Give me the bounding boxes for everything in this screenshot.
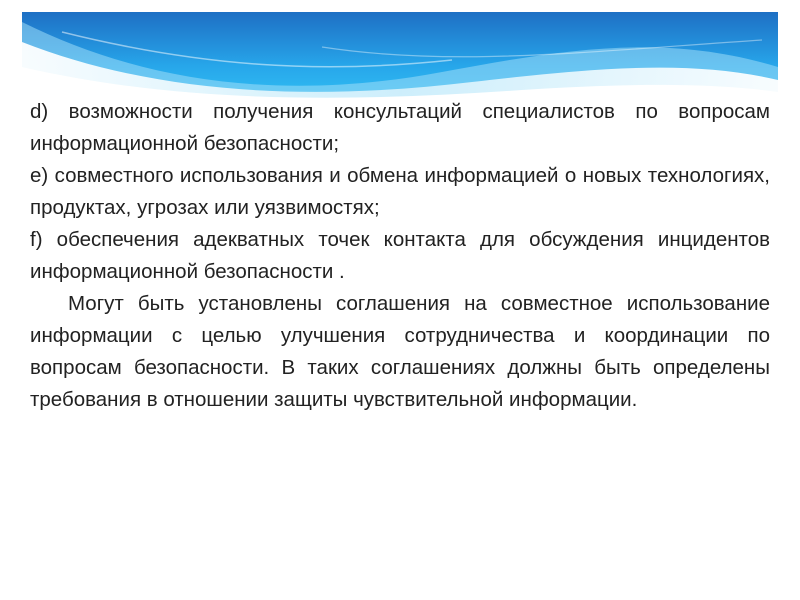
paragraph-agreements: Могут быть установлены соглашения на совместное использование информации с целью улучшения сотрудничества и координации по вопросам безопасности. В таких соглашениях должны быть определены требования в отношении защиты чувствительной информации. (30, 292, 770, 411)
paragraph-item-d: d) возможности получения консультаций специалистов по вопросам информационной безопасности; (30, 100, 770, 155)
paragraph-item-f: f) обеспечения адекватных точек контакта для обсуждения инцидентов информационной безопасности . (30, 228, 770, 283)
paragraph-item-e: e) совместного использования и обмена информацией о новых технологиях, продуктах, угрозах или уязвимостях; (30, 164, 770, 219)
wave-decoration-image (22, 12, 778, 102)
slide-body (30, 96, 770, 416)
header-wave-banner (22, 12, 778, 102)
